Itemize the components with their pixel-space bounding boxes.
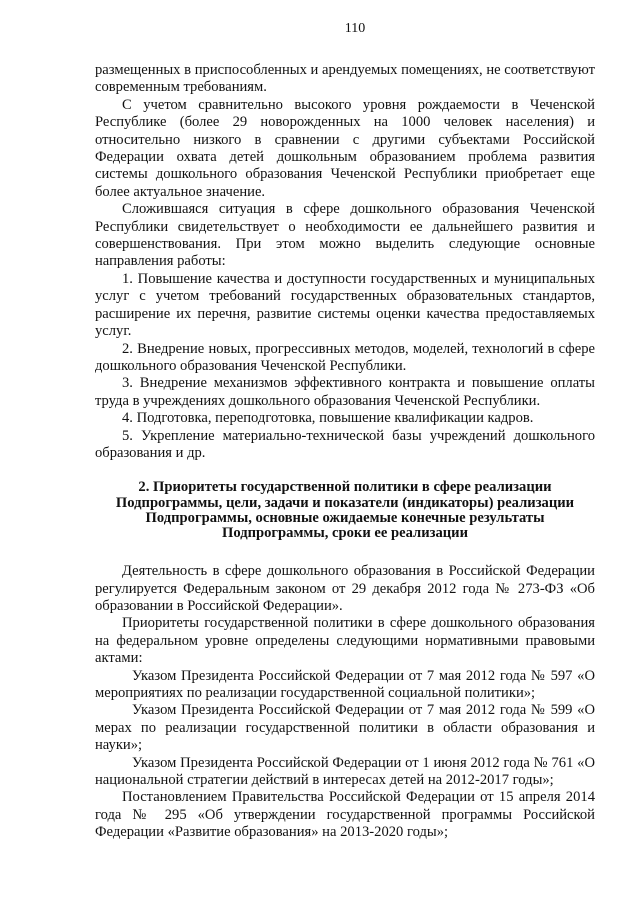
list-item-4: 4. Подготовка, переподготовка, повышение квалификации кадров. bbox=[122, 410, 534, 427]
section-heading-line: Подпрограммы, цели, задачи и показатели (индикаторы) реализации bbox=[115, 494, 575, 511]
section-heading-line: Подпрограммы, сроки ее реализации bbox=[221, 524, 468, 541]
paragraph-birth-rate: С учетом сравнительно высокого уровня рождаемости в Чеченской Республике (более 29 новорожденных на 1000 человек населения) и относительно низкого в сравнении с другими субъектами Российской Федерации охвата детей дошкольным образованием проблема развития системы дошкольного образования Чеченской Республики приобретает еще более актуальное значение. bbox=[95, 96, 595, 200]
paragraph-continuation: размещенных в приспособленных и арендуемых помещениях, не соответствуют современным требованиям. bbox=[95, 62, 595, 96]
resolution-295: Постановлением Правительства Российской Федерации от 15 апреля 2014 года № 295 «Об утверждении государственной программы Российской Федерации «Развитие образования» на 2013-2020 годы»; bbox=[95, 789, 595, 841]
list-item-1: 1. Повышение качества и доступности государственных и муниципальных услуг с учетом требований государственных образовательных стандартов, расширение их перечня, развитие системы оценки качества предоставляемых услуг. bbox=[95, 270, 595, 340]
decree-761: Указом Президента Российской Федерации от 1 июня 2012 года № 761 «О национальной стратегии действий в интересах детей на 2012-2017 годы»; bbox=[95, 754, 595, 789]
paragraph-current-situation: Сложившаяся ситуация в сфере дошкольного образования Чеченской Республики свидетельствует о необходимости ее дальнейшего развития и совершенствования. При этом можно выделить следующие основные направления работы: bbox=[95, 201, 595, 270]
list-item-3: 3. Внедрение механизмов эффективного контракта и повышение оплаты труда в учреждениях дошкольного образования Чеченской Республики. bbox=[95, 375, 595, 409]
section-heading-line: 2. Приоритеты государственной политики в сфере реализации bbox=[138, 479, 552, 496]
list-item-5: 5. Укрепление материально-технической базы учреждений дошкольного образования и др. bbox=[95, 427, 595, 461]
document-page bbox=[95, 20, 595, 842]
decree-597: Указом Президента Российской Федерации от 7 мая 2012 года № 597 «О мероприятиях по реализации государственной социальной политики»; bbox=[95, 667, 595, 701]
section-heading-line: Подпрограммы, основные ожидаемые конечные результаты bbox=[145, 509, 545, 526]
paragraph-federal-law: Деятельность в сфере дошкольного образования в Российской Федерации регулируется Федеральным законом от 29 декабря 2012 года № 273-ФЗ «Об образовании в Российской Федерации». bbox=[95, 563, 595, 614]
section-heading bbox=[95, 480, 595, 541]
list-item-2: 2. Внедрение новых, прогрессивных методов, моделей, технологий в сфере дошкольного образования Чеченской Республики. bbox=[95, 340, 595, 374]
page-number: 110 bbox=[344, 21, 366, 36]
decree-599: Указом Президента Российской Федерации от 7 мая 2012 года № 599 «О мерах по реализации государственной политики в области образования и науки»; bbox=[95, 702, 595, 754]
paragraph-priorities: Приоритеты государственной политики в сфере дошкольного образования на федеральном уровне определены следующими нормативными правовыми актами: bbox=[95, 615, 595, 667]
